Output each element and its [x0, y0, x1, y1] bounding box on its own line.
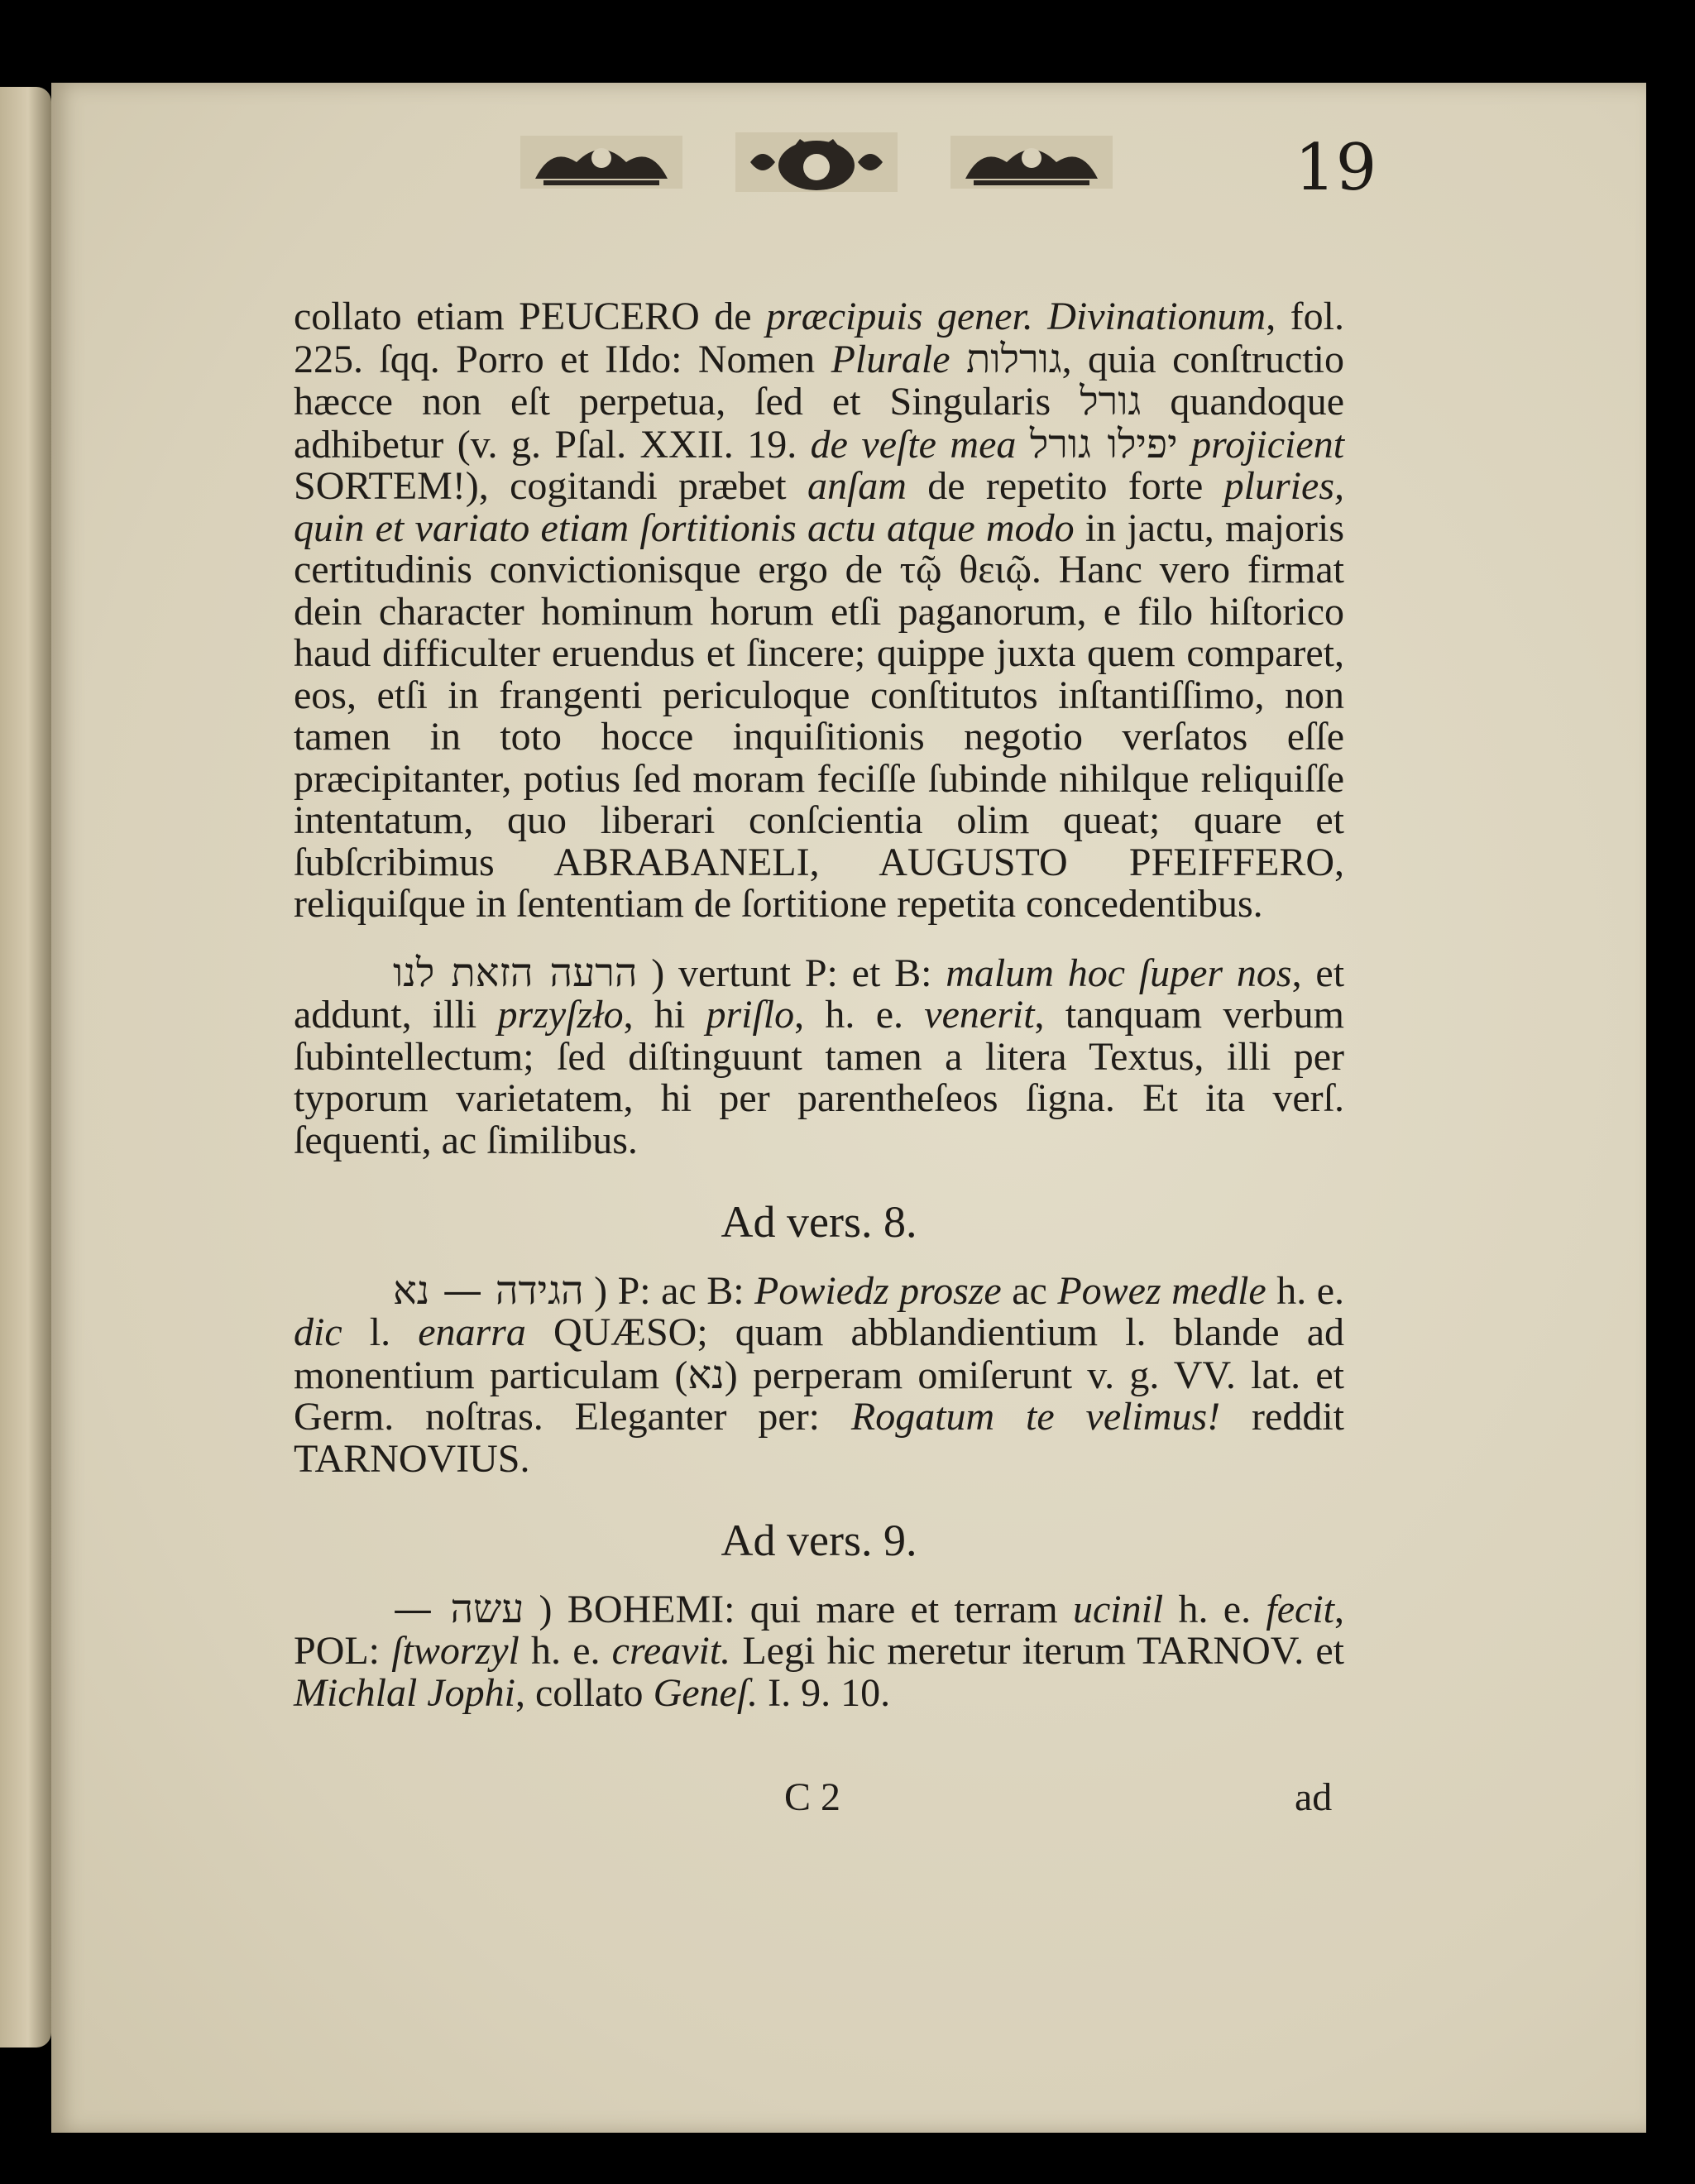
hebrew-word: יפילו גורל: [1029, 420, 1178, 467]
ornament-left-icon: [506, 129, 697, 195]
book-spine-left-page-edge: [0, 87, 51, 2048]
italic-run: pluries, quin et variato etiam ſortitionis actu atque modo: [294, 464, 1344, 550]
catchword: ad: [1295, 1775, 1333, 1819]
text-run: , collato: [515, 1670, 654, 1715]
main-text: [294, 296, 1344, 1714]
text-run: in jactu, majoris certitudinis convictionisque ergo de τῷ θειῷ. Hanc vero firmat dein character hominum horum etſi paganorum, e filo hiſtorico haud difficulter eruendus et ſincere; quippe juxta quem comparet, eos, etſi in frangenti periculoque conſtitutos inſtantiſſimo, non tamen in toto hocce inquiſitionis negotio verſatos eſſe præcipitanter, potius ſed moram feciſſe ſubinde nihilque reliquiſſe intentatum, quo liberari conſcientia olim queat; quare et ſubſcribimus ABRABANELI, AUGUSTO PFEIFFERO, reliquiſque in ſententiam de ſortitione repetita concedentibus.: [294, 505, 1344, 926]
text-run: collato etiam PEUCERO de: [294, 295, 767, 338]
text-run: , tanquam verbum ſubintellectum; ſed diſtinguunt tamen a litera Textus, illi per typorum varietatem, hi per parentheſeos ſigna. Et ita verſ. ſequenti, ac ſimilibus.: [294, 993, 1345, 1162]
text-run: , hi: [623, 993, 706, 1037]
text-run: , h. e.: [794, 993, 925, 1037]
italic-run: ucinil: [1072, 1587, 1164, 1631]
text-run: l.: [342, 1310, 419, 1354]
hebrew-lemma: הגידה — נא: [393, 1267, 584, 1314]
hebrew-lemma: עשה —: [393, 1585, 524, 1632]
text-run: , et addunt, illi: [294, 951, 1345, 1037]
italic-run: priſlo: [706, 993, 795, 1037]
text-run: ) P: ac B:: [594, 1268, 755, 1313]
ornament-crown-icon: [721, 129, 912, 195]
italic-run: enarra: [418, 1310, 526, 1354]
signature-mark: C 2: [784, 1775, 841, 1819]
hebrew-word: נא: [687, 1351, 725, 1398]
italic-run: malum hoc ſuper nos: [946, 951, 1292, 995]
italic-run: Geneſ.: [653, 1670, 759, 1715]
text-run: QUÆSO; quam abblandientium l. blande ad monentium particulam (: [294, 1310, 1344, 1397]
text-run: , fol. 225. ſqq. Porro et IIdo: Nomen: [294, 295, 1345, 381]
italic-run: przyſzło: [497, 993, 624, 1037]
text-run: ) BOHEMI: qui mare et terram: [539, 1587, 1073, 1631]
text-run: h. e.: [1163, 1587, 1266, 1631]
hebrew-word: גורל: [1080, 378, 1142, 424]
paragraph-2: [294, 949, 1345, 1162]
paragraph-3: [294, 1267, 1345, 1481]
text-run: ac: [1001, 1268, 1058, 1313]
italic-run: venerit: [924, 993, 1035, 1037]
italic-run: projicient: [1191, 422, 1345, 467]
text-run: ) perperam omiſerunt v. g. VV. lat. et Germ. noſtras. Eleganter per:: [294, 1353, 1345, 1439]
italic-run: Plurale: [831, 337, 950, 381]
italic-run: Powez medle: [1057, 1268, 1266, 1313]
text-run: de repetito forte: [906, 464, 1224, 508]
page-number: 19: [1295, 131, 1377, 205]
italic-run: ſtworzyl: [391, 1629, 520, 1673]
italic-run: anſam: [807, 464, 907, 508]
text-run: SORTEM!), cogitandi præbet: [294, 464, 807, 508]
italic-run: Powiedz prosze: [754, 1268, 1002, 1313]
italic-run: præcipuis gener. Divinationum: [766, 295, 1266, 338]
italic-run: Rogatum te velimus!: [850, 1395, 1221, 1439]
heading-vers-9: Ad vers. 9.: [721, 1516, 917, 1565]
paragraph-4: [294, 1585, 1345, 1715]
text-run: reddit TARNOVIUS.: [294, 1395, 1344, 1481]
paragraph-1: [294, 296, 1344, 926]
header-ornament: [506, 122, 1127, 202]
hebrew-word: גורלות: [965, 335, 1062, 382]
text-run: , quia conſtructio hæcce non eſt perpetua, ſed et Singularis: [294, 337, 1345, 424]
ornament-right-icon: [936, 129, 1127, 195]
italic-run: de veſte mea: [810, 422, 1017, 467]
text-run: quandoque adhibetur (v. g. Pſal. XXII. 19.: [294, 380, 1345, 467]
text-run: h. e.: [1266, 1268, 1345, 1313]
text-run: , POL:: [294, 1587, 1344, 1673]
text-run: Legi hic meretur iterum TARNOV. et: [730, 1629, 1345, 1673]
text-run: I. 9. 10.: [758, 1670, 891, 1715]
italic-run: dic: [294, 1310, 342, 1354]
italic-run: creavit.: [611, 1629, 731, 1673]
italic-run: Michlal Jophi: [294, 1670, 515, 1715]
italic-run: fecit: [1266, 1587, 1334, 1631]
heading-vers-8: Ad vers. 8.: [721, 1197, 917, 1247]
text-run: ) vertunt P: et B:: [651, 951, 946, 995]
hebrew-lemma: הרעה הזאת לנו: [393, 949, 638, 996]
text-run: h. e.: [519, 1629, 612, 1673]
